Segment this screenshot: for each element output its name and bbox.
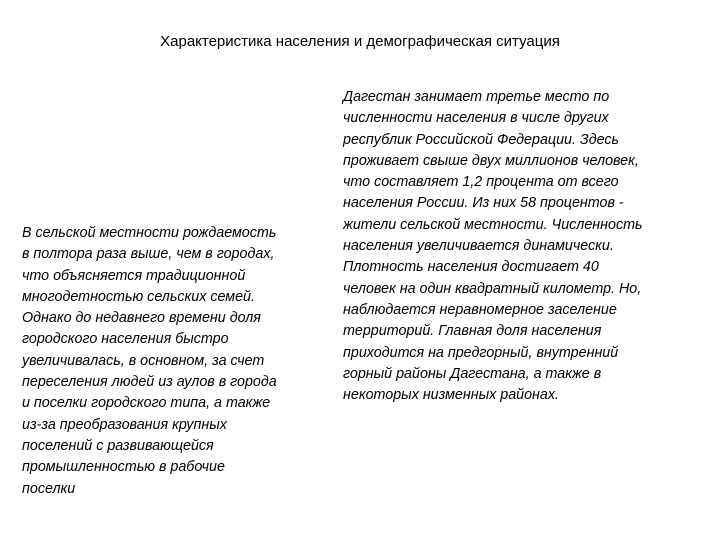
text-line: поселки bbox=[22, 480, 76, 497]
text-line: многодетностью сельских семей. bbox=[22, 288, 255, 305]
text-line: переселения людей из аулов в города bbox=[22, 374, 277, 391]
text-line: населения увеличивается динамически. bbox=[343, 238, 614, 255]
text-line: приходится на предгорный, внутренний bbox=[343, 344, 619, 361]
text-line: что объясняется традиционной bbox=[22, 267, 246, 284]
text-line: и поселки городского типа, а также bbox=[22, 395, 271, 412]
right-text-block bbox=[343, 87, 703, 406]
text-line: населения России. Из них 58 процентов - bbox=[343, 195, 624, 212]
text-line: республик Российской Федерации. Здесь bbox=[343, 131, 620, 148]
text-line: промышленностью в рабочие bbox=[22, 459, 225, 476]
text-line: Плотность населения достигает 40 bbox=[343, 259, 599, 276]
text-line: человек на один квадратный километр. Но, bbox=[343, 280, 642, 297]
text-line: увеличивалась, в основном, за счет bbox=[22, 352, 265, 369]
text-line: из-за преобразования крупных bbox=[22, 416, 227, 433]
text-line: что составляет 1,2 процента от всего bbox=[343, 174, 619, 191]
text-line: Дагестан занимает третье место по bbox=[343, 89, 610, 105]
left-text-block bbox=[22, 223, 342, 500]
text-line: некоторых низменных районах. bbox=[343, 387, 559, 404]
text-line: горный районы Дагестана, а также в bbox=[343, 365, 602, 382]
text-line: В сельской местности рождаемость bbox=[22, 225, 277, 241]
text-line: Однако до недавнего времени доля bbox=[22, 310, 261, 327]
text-line: проживает свыше двух миллионов человек, bbox=[343, 152, 639, 169]
text-line: поселений с развивающейся bbox=[22, 437, 214, 454]
text-line: территорий. Главная доля населения bbox=[343, 323, 602, 340]
slide-title: Характеристика населения и демографическая ситуация bbox=[160, 33, 560, 50]
text-line: городского населения быстро bbox=[22, 331, 229, 348]
text-line: жители сельской местности. Численность bbox=[343, 216, 643, 233]
text-line: численности населения в числе других bbox=[343, 110, 609, 127]
text-line: наблюдается неравномерное заселение bbox=[343, 301, 617, 318]
text-line: в полтора раза выше, чем в городах, bbox=[22, 246, 275, 263]
